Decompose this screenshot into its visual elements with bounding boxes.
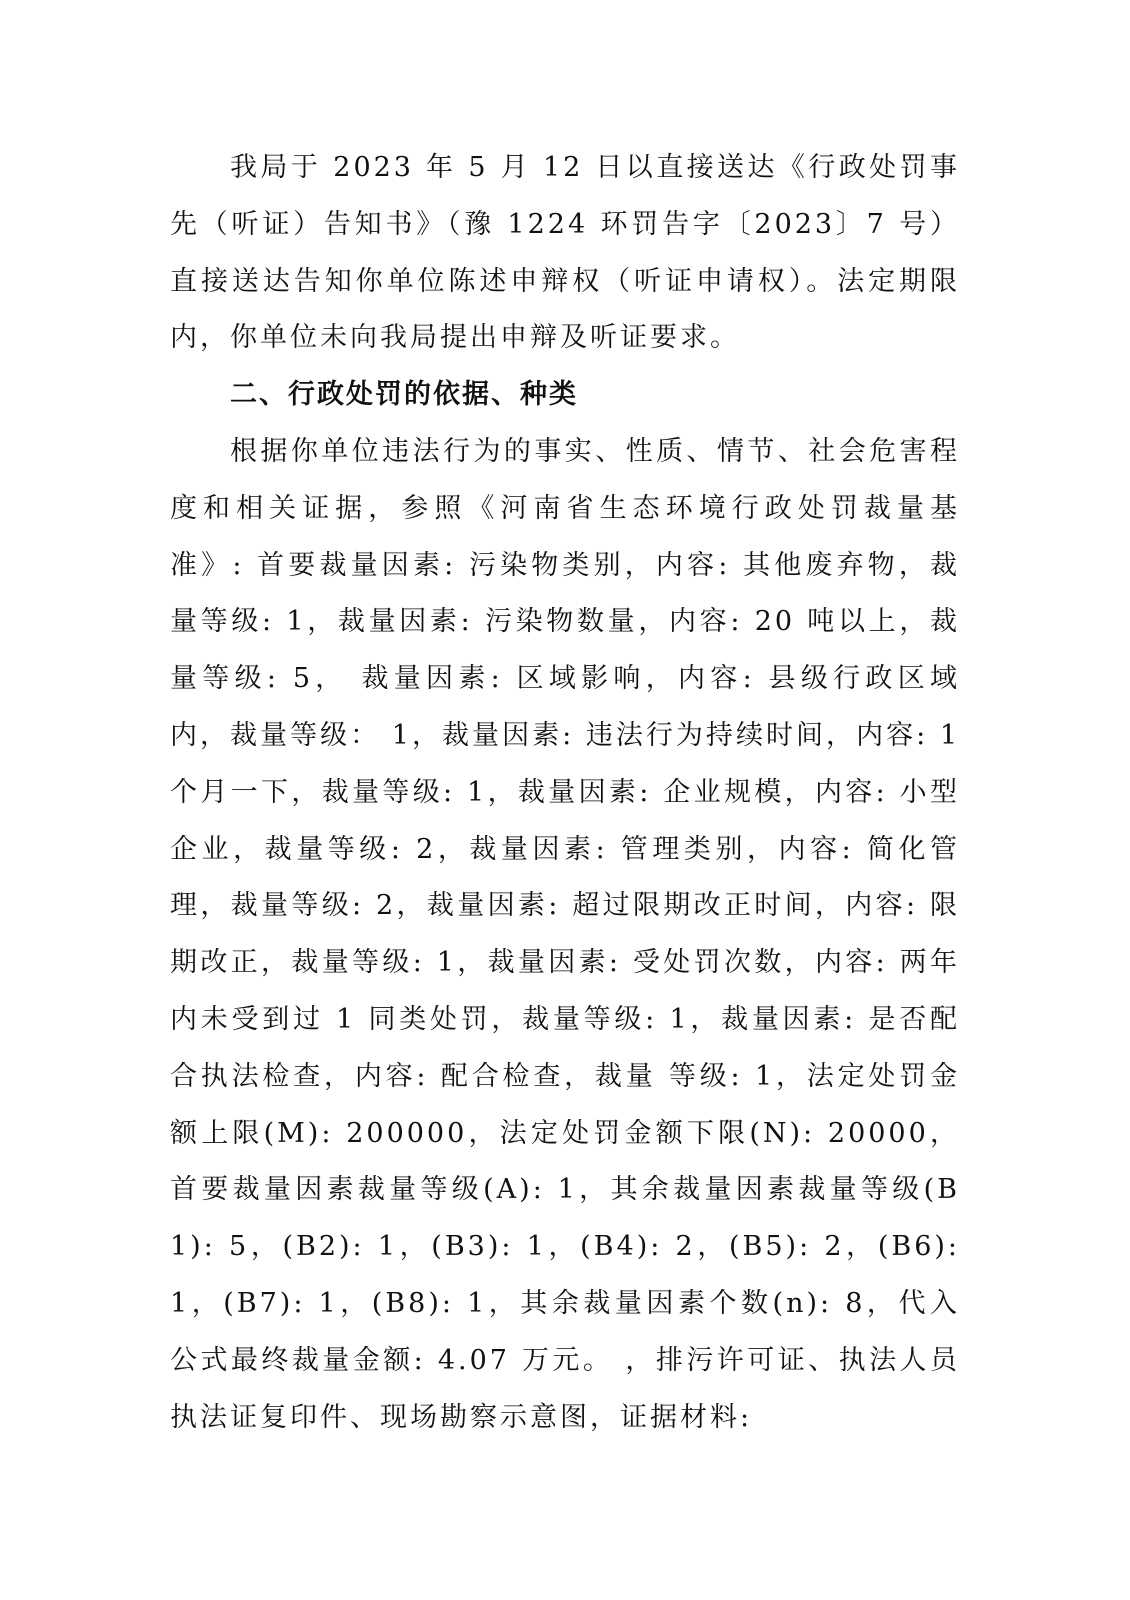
document-body [170,140,960,1446]
paragraph-discretion-factors: 根据你单位违法行为的事实、性质、情节、社会危害程度和相关证据，参照《河南省生态环境行政处罚裁量基准》: 首要裁量因素: 污染物类别，内容: 其他废弃物，裁量等级: 1，裁量因素: 污染物数量，内容: 20 吨以上，裁量等级: 5， 裁量因素: 区域影响，内容: 县级行政区域内，裁量等级： 1，裁量因素: 违法行为持续时间，内容: 1 个月一下，裁量等级: 1，裁量因素: 企业规模，内容: 小型企业，裁量等级: 2，裁量因素: 管理类别，内容: 简化管理，裁量等级: 2，裁量因素: 超过限期改正时间，内容: 限期改正，裁量等级: 1，裁量因素: 受处罚次数，内容: 两年内未受到过 1 同类处罚，裁量等级: 1，裁量因素: 是否配合执法检查，内容: 配合检查，裁量 等级: 1，法定处罚金额上限(M): 200000，法定处罚金额下限(N): 20000，首要裁量因素裁量等级(A): 1，其余裁量因素裁量等级(B1): 5，(B2): 1，(B3): 1，(B4): 2，(B5): 2，(B6): 1，(B7): 1，(B8): 1，其余裁量因素个数(n): 8，代入 公式最终裁量金额: 4.07 万元。 ，排污许可证、执法人员执法证复印件、现场勘察示意图，证据材料: [170,435,960,1433]
paragraph-hearing-notice: 我局于 2023 年 5 月 12 日以直接送达《行政处罚事先（听证）告知书》（豫 1224 环罚告字〔2023〕7 号）直接送达告知你单位陈述申辩权（听证申请权）。法定期限内，你单位未向我局提出申辩及听证要求。 [170,152,960,354]
section-heading-penalty-basis: 二、行政处罚的依据、种类 [230,379,578,411]
